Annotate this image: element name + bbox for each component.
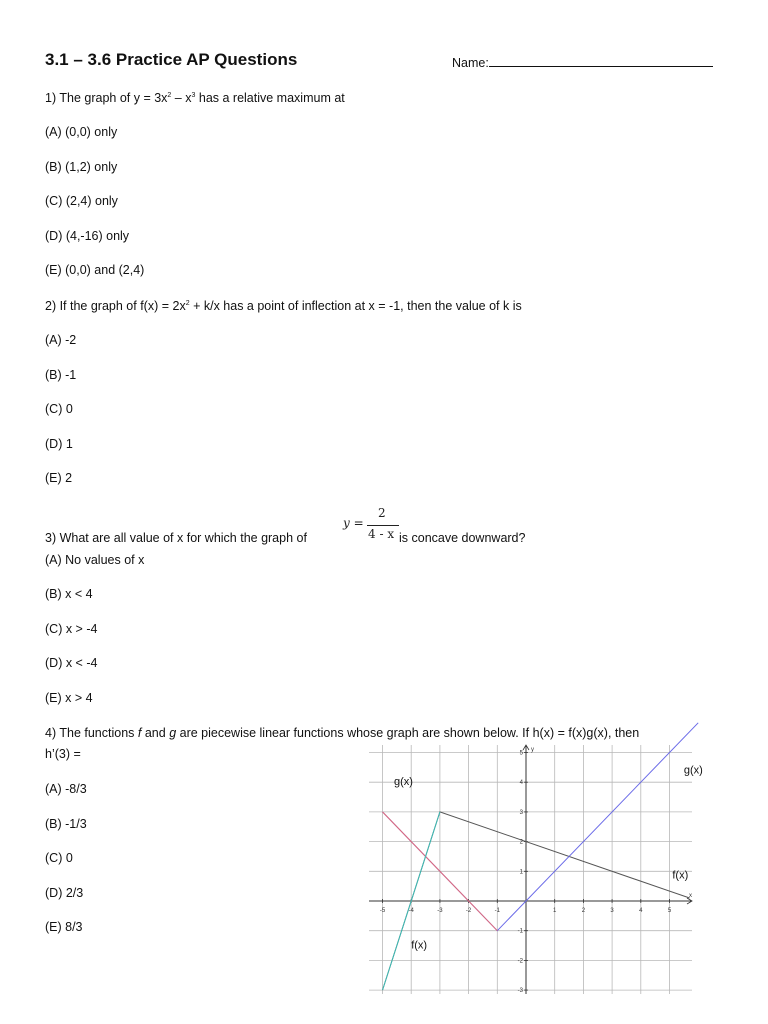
y-tick-label: -1 xyxy=(517,928,523,935)
series-line-gx xyxy=(383,723,699,931)
q3-formula xyxy=(343,506,403,546)
q3-choice-b[interactable]: (B) x < 4 xyxy=(45,587,93,601)
question-4-line-2: h’(3) = xyxy=(45,747,81,761)
q3-choice-e[interactable]: (E) x > 4 xyxy=(45,691,93,705)
name-field[interactable] xyxy=(452,54,713,70)
page-title: 3.1 – 3.6 Practice AP Questions xyxy=(45,50,298,69)
question-2: 2) If the graph of $f(x) = 2x^2 + k/x$ has a point of inflection at x = -1, then the value of k is xyxy=(45,299,522,313)
q4-choice-c[interactable]: (C) 0 xyxy=(45,851,73,865)
y-tick-label: 5 xyxy=(519,750,523,757)
x-tick-label: -4 xyxy=(408,908,414,914)
question-3-text: 3) What are all value of x for which the graph of xyxy=(45,531,307,545)
name-blank-line[interactable] xyxy=(489,54,713,67)
q1-choice-d[interactable]: (D) (4,-16) only xyxy=(45,229,130,243)
x-tick-label: 4 xyxy=(639,908,643,914)
y-tick-label: 1 xyxy=(519,869,523,876)
fraction-bar xyxy=(367,525,399,526)
q1-choice-c[interactable]: (C) (2,4) only xyxy=(45,194,118,208)
x-tick-label: -2 xyxy=(465,908,472,914)
q2-choice-d[interactable]: (D) 1 xyxy=(45,437,73,451)
piecewise-graph xyxy=(360,742,703,997)
y-tick-label: 3 xyxy=(519,809,523,816)
y-axis-label: y xyxy=(531,747,534,753)
x-tick-label: 2 xyxy=(581,908,586,914)
y-tick-label: -2 xyxy=(517,958,523,965)
x-tick-label: 5 xyxy=(667,908,672,914)
function-label: f(x) xyxy=(672,869,689,882)
function-label: f(x) xyxy=(411,939,428,952)
q3-choice-d[interactable]: (D) x < -4 xyxy=(45,656,98,670)
q2-choice-b[interactable]: (B) -1 xyxy=(45,368,77,382)
x-tick-label: -5 xyxy=(379,908,386,914)
q4-choice-e[interactable]: (E) 8/3 xyxy=(45,920,83,934)
q1-choice-e[interactable]: (E) (0,0) and (2,4) xyxy=(45,263,145,277)
y-tick-label: 2 xyxy=(519,839,523,846)
x-axis-label: x xyxy=(689,893,692,899)
q3-choice-a[interactable]: (A) No values of x xyxy=(45,553,145,567)
q3-choice-c[interactable]: (C) x > -4 xyxy=(45,622,98,636)
function-label: g(x) xyxy=(683,764,703,777)
q4-choice-b[interactable]: (B) -1/3 xyxy=(45,817,87,831)
formula-lhs: y = xyxy=(343,516,364,530)
function-label: g(x) xyxy=(393,776,413,789)
name-label: Name: xyxy=(452,56,489,70)
formula-numerator: 2 xyxy=(378,506,386,520)
x-tick-label: -1 xyxy=(494,908,500,914)
x-tick-label: -3 xyxy=(437,908,443,914)
x-tick-label: 3 xyxy=(610,908,614,914)
q2-choice-c[interactable]: (C) 0 xyxy=(45,402,73,416)
q4-choice-d[interactable]: (D) 2/3 xyxy=(45,886,84,900)
y-tick-label: -3 xyxy=(517,988,523,995)
question-1: 1) The graph of $y = 3x^2 - x^3$ has a relative maximum at xyxy=(45,91,345,105)
q1-choice-a[interactable]: (A) (0,0) only xyxy=(45,125,118,139)
y-tick-label: 4 xyxy=(519,780,523,787)
question-4-line-1: 4) The functions f and g are piecewise linear functions whose graph are shown below. If h(x) = f(x)g(x), then xyxy=(45,726,640,740)
q1-choice-b[interactable]: (B) (1,2) only xyxy=(45,160,118,174)
x-tick-label: 1 xyxy=(553,908,557,914)
q2-choice-e[interactable]: (E) 2 xyxy=(45,471,73,485)
q4-choice-a[interactable]: (A) -8/3 xyxy=(45,782,87,796)
q2-choice-a[interactable]: (A) -2 xyxy=(45,333,77,347)
question-3-text-end: is concave downward? xyxy=(399,531,526,545)
formula-denominator: 4 - x xyxy=(368,527,395,541)
